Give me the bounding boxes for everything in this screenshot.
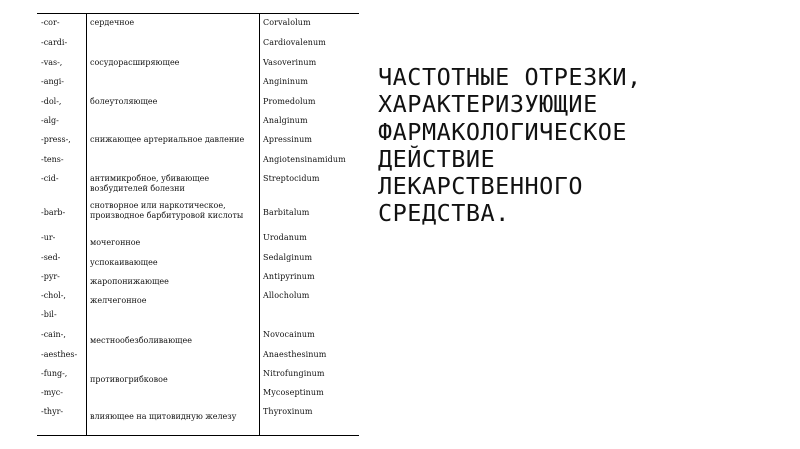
action-cell: снижающее артериальное давление bbox=[90, 135, 245, 144]
drug-cell: Anaesthesinum bbox=[263, 350, 327, 359]
drug-cell: Nitrofunginum bbox=[263, 369, 325, 378]
action-cell: снотворное или наркотическое, производное барбитуровой кислоты bbox=[90, 201, 244, 220]
drug-cell: Corvalolum bbox=[263, 18, 311, 27]
segment-cell: -press-, bbox=[41, 135, 71, 144]
drug-cell: Promedolum bbox=[263, 97, 316, 106]
action-cell: успокаивающее bbox=[90, 258, 158, 267]
drug-cell: Mycoseptinum bbox=[263, 388, 324, 397]
segment-cell: -sed- bbox=[41, 253, 61, 262]
segment-cell: -ur- bbox=[41, 233, 56, 242]
drug-cell: Novocainum bbox=[263, 330, 315, 339]
drug-cell: Apressinum bbox=[263, 135, 313, 144]
column-divider bbox=[259, 14, 260, 435]
drug-cell: Sedalginum bbox=[263, 253, 313, 262]
action-cell: болеутоляющее bbox=[90, 97, 158, 106]
segment-cell: -thyr- bbox=[41, 407, 64, 416]
action-cell: мочегонное bbox=[90, 238, 141, 247]
segment-cell: -barb- bbox=[41, 208, 66, 217]
action-cell: влияющее на щитовидную железу bbox=[90, 412, 237, 421]
segment-cell: -alg- bbox=[41, 116, 59, 125]
segment-cell: -vas-, bbox=[41, 58, 63, 67]
drug-cell: Angiotensinamidum bbox=[263, 155, 346, 164]
drug-cell: Antipyrinum bbox=[263, 272, 315, 281]
drug-cell: Analginum bbox=[263, 116, 308, 125]
drug-cell: Urodanum bbox=[263, 233, 307, 242]
action-cell: сосудорасширяющее bbox=[90, 58, 180, 67]
drug-cell: Streptocidum bbox=[263, 174, 320, 183]
segment-cell: -myc- bbox=[41, 388, 63, 397]
segment-cell: -dol-, bbox=[41, 97, 62, 106]
segment-cell: -chol-, bbox=[41, 291, 66, 300]
drug-cell: Vasoverinum bbox=[263, 58, 317, 67]
segment-cell: -angi- bbox=[41, 77, 65, 86]
drug-cell: Angininum bbox=[263, 77, 309, 86]
slide-title: ЧАСТОТНЫЕ ОТРЕЗКИ, ХАРАКТЕРИЗУЮЩИЕ ФАРМАКОЛОГИЧЕСКОЕ ДЕЙСТВИЕ ЛЕКАРСТВЕННОГО СРЕДСТВА. bbox=[378, 63, 642, 228]
drug-cell: Cardiovalenum bbox=[263, 38, 326, 47]
segment-cell: -aesthes- bbox=[41, 350, 78, 359]
column-divider bbox=[86, 14, 87, 435]
segment-cell: -bil- bbox=[41, 310, 57, 319]
action-cell: противогрибковое bbox=[90, 375, 168, 384]
segment-cell: -cardi- bbox=[41, 38, 68, 47]
segments-table bbox=[37, 13, 359, 436]
segment-cell: -fung-, bbox=[41, 369, 68, 378]
drug-cell: Barbitalum bbox=[263, 208, 310, 217]
action-cell: сердечное bbox=[90, 18, 135, 27]
action-cell: антимикробное, убивающее возбудителей болезни bbox=[90, 174, 210, 193]
segment-cell: -pyr- bbox=[41, 272, 60, 281]
action-cell: жаропонижающее bbox=[90, 277, 169, 286]
action-cell: желчегонное bbox=[90, 296, 147, 305]
segment-cell: -cain-, bbox=[41, 330, 66, 339]
drug-cell: Thyroxinum bbox=[263, 407, 313, 416]
action-cell: местнообезболивающее bbox=[90, 336, 192, 345]
segment-cell: -cor- bbox=[41, 18, 60, 27]
segment-cell: -tens- bbox=[41, 155, 64, 164]
segment-cell: -cid- bbox=[41, 174, 59, 183]
drug-cell: Allocholum bbox=[263, 291, 310, 300]
